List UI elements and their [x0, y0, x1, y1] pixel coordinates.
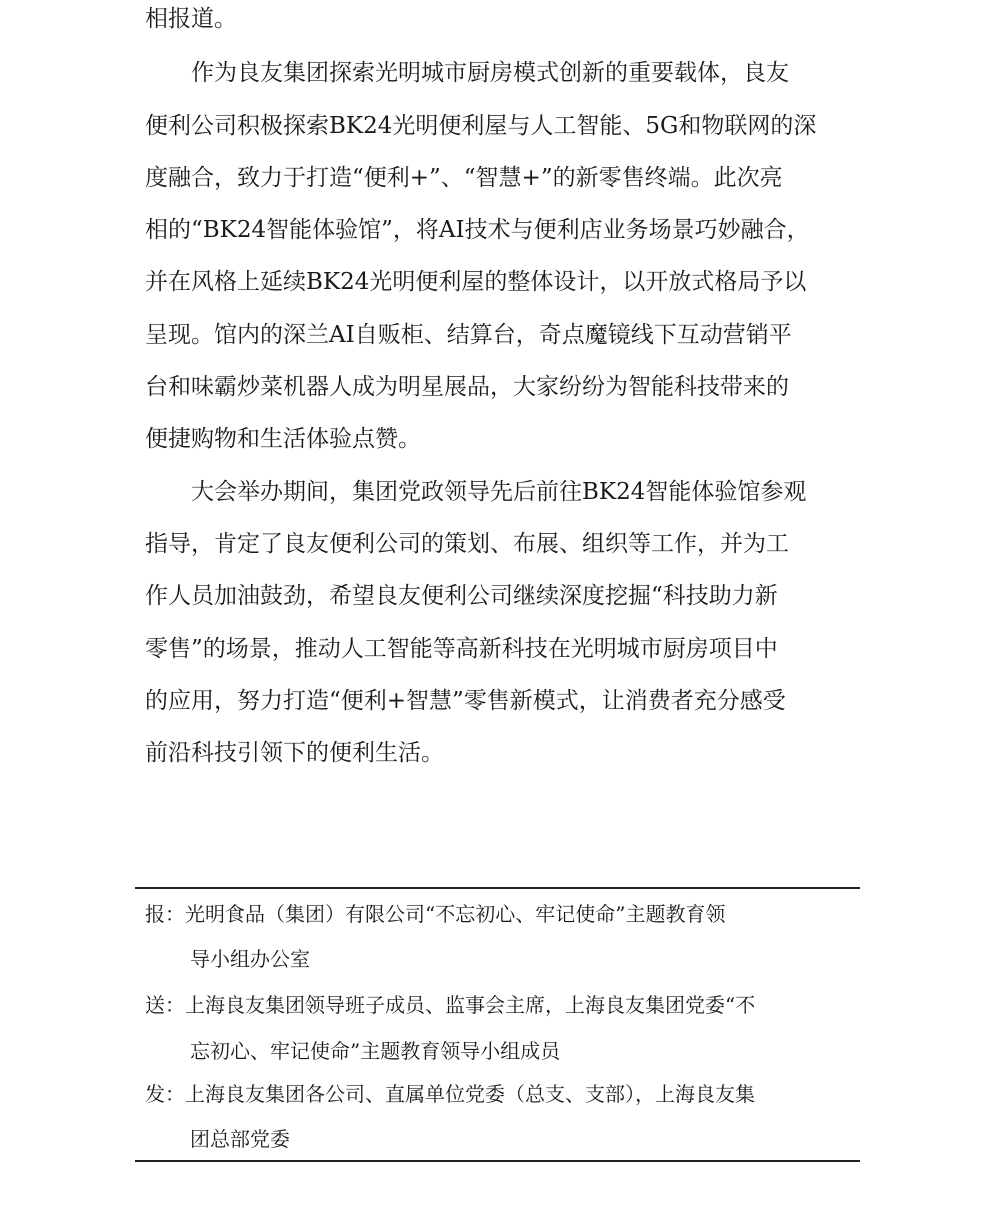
report-to-line: 导小组办公室: [190, 947, 310, 971]
paragraph-line: 的应用，努力打造“便利+智慧”零售新模式，让消费者充分感受: [145, 688, 786, 714]
paragraph-line: 前沿科技引领下的便利生活。: [145, 740, 444, 766]
paragraph-line: 相的“BK24智能体验馆”，将AI技术与便利店业务场景巧妙融合，: [145, 217, 810, 243]
paragraph-line: 便利公司积极探索BK24光明便利屋与人工智能、5G和物联网的深: [145, 113, 817, 139]
paragraph-line: 大会举办期间，集团党政领导先后前往BK24智能体验馆参观: [191, 479, 807, 505]
issue-to-line: 团总部党委: [190, 1127, 290, 1151]
paragraph-line: 便捷购物和生活体验点赞。: [145, 426, 421, 452]
paragraph-line: 呈现。馆内的深兰AI自贩柜、结算台，奇点魔镜线下互动营销平: [145, 322, 792, 348]
paragraph-line: 度融合，致力于打造“便利+”、“智慧+”的新零售终端。此次亮: [145, 165, 783, 191]
paragraph-line: 指导，肯定了良友便利公司的策划、布展、组织等工作，并为工: [145, 531, 789, 557]
issue-to-line: 发：上海良友集团各公司、直属单位党委（总支、支部），上海良友集: [145, 1082, 755, 1106]
copy-to-line: 送：上海良友集团领导班子成员、监事会主席，上海良友集团党委“不: [145, 993, 756, 1017]
distribution-top-rule: [135, 887, 860, 889]
distribution-bottom-rule: [135, 1160, 860, 1162]
paragraph-line: 台和味霸炒菜机器人成为明星展品，大家纷纷为智能科技带来的: [145, 374, 789, 400]
report-to-line: 报：光明食品（集团）有限公司“不忘初心、牢记使命”主题教育领: [145, 902, 726, 926]
paragraph-line: 零售”的场景，推动人工智能等高新科技在光明城市厨房项目中: [145, 636, 778, 662]
paragraph-line: 作人员加油鼓劲，希望良友便利公司继续深度挖掘“科技助力新: [145, 583, 778, 609]
paragraph-line: 相报道。: [145, 6, 237, 32]
paragraph-line: 并在风格上延续BK24光明便利屋的整体设计，以开放式格局予以: [145, 269, 807, 295]
paragraph-line: 作为良友集团探索光明城市厨房模式创新的重要载体，良友: [191, 60, 789, 86]
copy-to-line: 忘初心、牢记使命”主题教育领导小组成员: [190, 1039, 561, 1063]
